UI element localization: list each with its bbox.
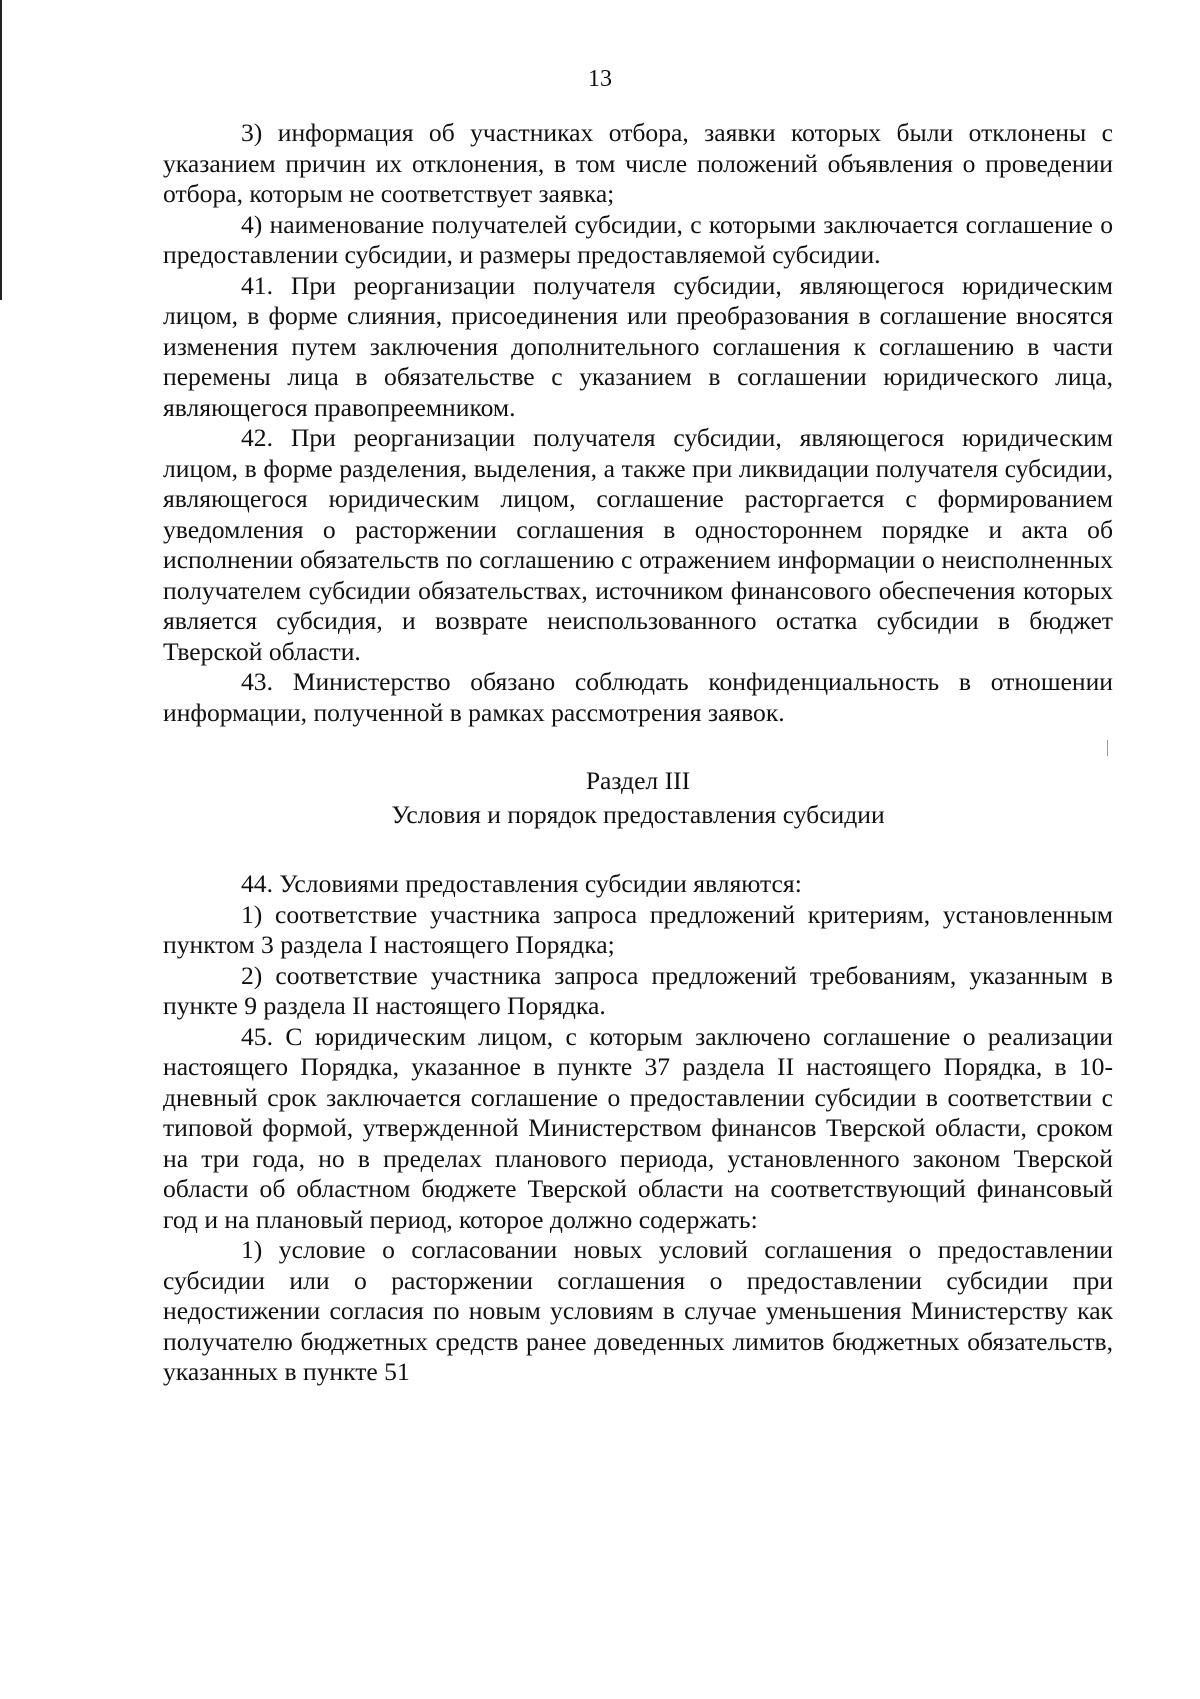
paragraph-45: 45. С юридическим лицом, с которым заключено соглашение о реализации настоящего Порядка, указанное в пункте 37 раздела II настоящего Порядка, в 10-дневный срок заключается соглашение о предоставлении субсидии в соответствии с типовой формой, утвержденной Министерством финансов Тверской области, сроком на три года, но в пределах планового периода, установленного законом Тверской области об областном бюджете Тверской области на соответствующий финансовый год и на плановый период, которое должно содержать: <box>163 1021 1113 1234</box>
paragraph-44-item-2: 2) соответствие участника запроса предложений требованиям, указанным в пункте 9 раздела II настоящего Порядка. <box>163 960 1113 1020</box>
scan-edge-artifact <box>0 0 2 300</box>
paragraph-44: 44. Условиями предоставления субсидии являются: <box>241 869 802 898</box>
paragraph-42: 42. При реорганизации получателя субсидии, являющегося юридическим лицом, в форме разделения, выделения, а также при ликвидации получателя субсидии, являющегося юридическим лицом, соглашение расторгается с формированием уведомления о расторжении соглашения в одностороннем порядке и акта об исполнении обязательств по соглашению с отражением информации о неисполненных получателем субсидии обязательствах, источником финансового обеспечения которых является субсидия, и возврате неиспользованного остатка субсидии в бюджет Тверской области. <box>163 423 1113 666</box>
document-body <box>163 118 1113 1388</box>
paragraph-45-item-1: 1) условие о согласовании новых условий соглашения о предоставлении субсидии или о расторжении соглашения о предоставлении субсидии при недостижении согласия по новым условиям в случае уменьшения Министерству как получателю бюджетных средств ранее доведенных лимитов бюджетных обязательств, указанных в пункте 51 <box>163 1235 1113 1386</box>
section-title: Условия и порядок предоставления субсидии <box>391 800 885 829</box>
section-label: Раздел III <box>585 766 691 795</box>
paragraph-43: 43. Министерство обязано соблюдать конфиденциальность в отношении информации, полученной в рамках рассмотрения заявок. <box>163 667 1113 727</box>
paragraph-44-item-1: 1) соответствие участника запроса предложений критериям, установленным пунктом 3 раздела I настоящего Порядка; <box>163 899 1113 959</box>
section-heading <box>163 764 1113 832</box>
paragraph-41: 41. При реорганизации получателя субсидии, являющегося юридическим лицом, в форме слияния, присоединения или преобразования в соглашение вносятся изменения путем заключения дополнительного соглашения к соглашению в части перемены лица в обязательстве с указанием в соглашении юридического лица, являющегося правопреемником. <box>163 270 1113 422</box>
paragraph-item-4: 4) наименование получателей субсидии, с которыми заключается соглашение о предоставлении субсидии, и размеры предоставляемой субсидии. <box>163 209 1113 269</box>
page-number: 13 <box>588 66 612 92</box>
paragraph-item-3: 3) информация об участниках отбора, заявки которых были отклонены с указанием причин их отклонения, в том числе положений объявления о проведении отбора, которым не соответствует заявка; <box>163 118 1113 208</box>
